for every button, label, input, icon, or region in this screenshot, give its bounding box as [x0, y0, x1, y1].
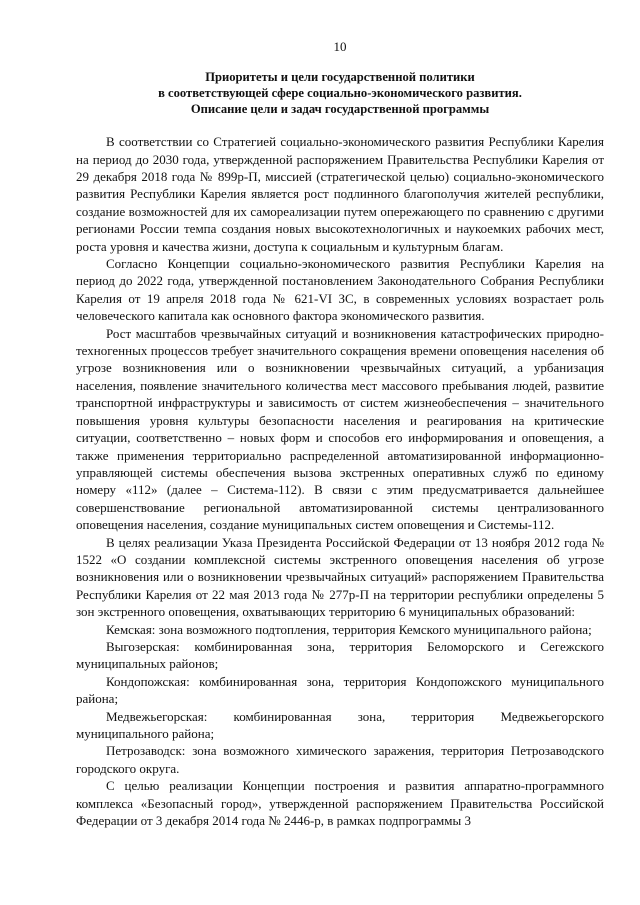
section-heading: [76, 70, 604, 117]
paragraph-emergency-growth: Рост масштабов чрезвычайных ситуаций и возникновения катастрофических природно-техногенных процессов требует значительного сокращения времени оповещения населения об угрозе возникновения или о возникновении чрезвычайных ситуаций, а урбанизация населения, появление значительного количества мест массового пребывания людей, развитие транспортной инфраструктуры и зависимость от систем жизнеобеспечения – значительного повышения уровня культуры безопасности населения и реагирования на критические ситуации, соответственно – новых форм и способов его информирования и оповещения, а также применения территориально распределенной автоматизированной информационно-управляющей системы обеспечения вызова экстренных оперативных служб по единому номеру «112» (далее – Система-112). В связи с этим предусматривается дальнейшее совершенствование региональной автоматизированной системы централизованного оповещения населения, создание муниципальных систем оповещения и Системы-112.: [76, 325, 604, 533]
heading-line-1: Приоритеты и цели государственной политики: [205, 70, 475, 85]
paragraph-concept: Согласно Концепции социально-экономического развития Республики Карелия на период до 2022 года, утвержденной постановлением Законодательного Собрания Республики Карелия от 19 апреля 2018 года № 621-VI ЗС, в современных условиях возрастает роль человеческого капитала как основного фактора экономического развития.: [76, 256, 604, 324]
page-number: 10: [333, 39, 347, 54]
zone-item-vygozerskaya: Выгозерская: комбинированная зона, территория Беломорского и Сегежского муниципальных районов;: [76, 638, 604, 672]
paragraph-decree: В целях реализации Указа Президента Российской Федерации от 13 ноября 2012 года № 1522 «О создании комплексной системы экстренного оповещения населения об угрозе возникновения или о возникновении чрезвычайных ситуаций» распоряжением Правительства Республики Карелия от 22 мая 2013 года № 277р-П на территории республики определены 5 зон экстренного оповещения, охватывающих территорию 6 муниципальных образований:: [76, 534, 604, 620]
zone-item-petrozavodsk: Петрозаводск: зона возможного химического заражения, территория Петрозаводского городского округа.: [76, 743, 604, 776]
zone-item-kondopozhskaya: Кондопожская: комбинированная зона, территория Кондопожского муниципального района;: [76, 673, 604, 707]
zone-item-kemskaya: Кемская: зона возможного подтопления, территория Кемского муниципального района;: [106, 621, 592, 637]
heading-line-3: Описание цели и задач государственной программы: [190, 101, 490, 116]
zone-item-medvezhyegorskaya: Медвежьегорская: комбинированная зона, территория Медвежьегорского муниципального района;: [76, 708, 604, 741]
paragraph-safe-city: С целью реализации Концепции построения и развития аппаратно-программного комплекса «Безопасный город», утвержденной распоряжением Правительства Российской Федерации от 3 декабря 2014 года № 2446-р, в рамках подпрограммы 3: [76, 778, 604, 829]
paragraph-strategy: В соответствии со Стратегией социально-экономического развития Республики Карелия на период до 2030 года, утвержденной распоряжением Правительства Республики Карелия от 29 декабря 2018 года № 899р-П, миссией (стратегической целью) социально-экономического развития Республики Карелия является рост подлинного благополучия жителей республики, создание возможностей для их самореализации путем опережающего по сравнению с другими регионами России темпа создания новых высокотехнологичных и наукоемких рабочих мест, роста уровня и качества жизни, доступа к социальным и культурным благам.: [76, 134, 604, 254]
heading-line-2: в соответствующей сфере социально-экономического развития.: [158, 86, 522, 100]
document-page: [76, 38, 604, 829]
